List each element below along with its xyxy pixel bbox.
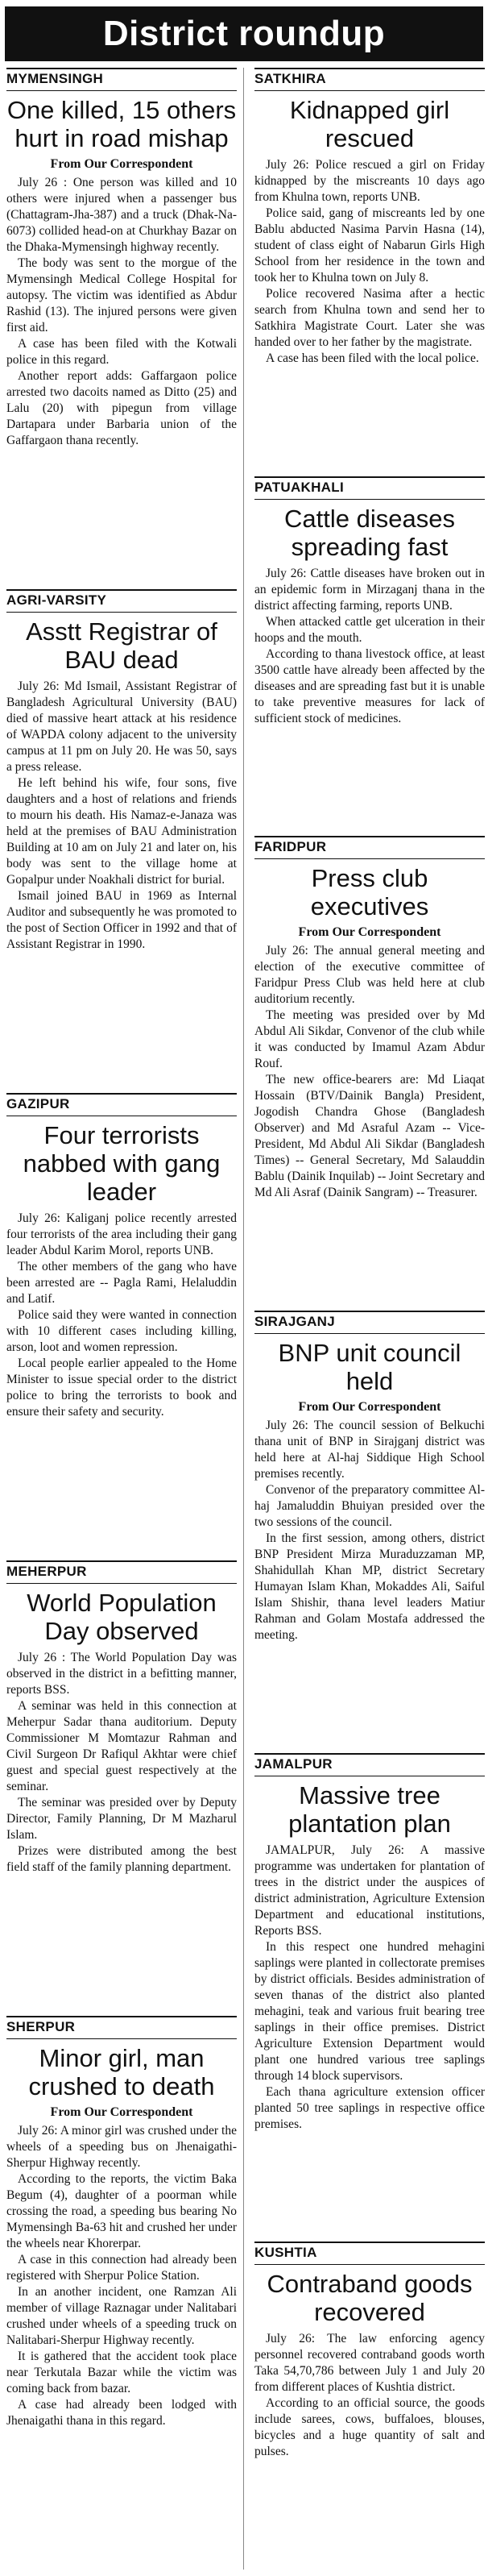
article-paragraph: July 26: The annual general meeting and election of the executive committee of Faridpur Press Club was held here at club auditorium recently. (254, 944, 485, 1007)
article (254, 68, 485, 367)
article-headline: Massive tree plantation plan (288, 1780, 451, 1838)
article-paragraph: According to the reports, the victim Baka Begum (4), daughter of a poorman while crossing the road, a speeding bus bearing No Mymensingh Ba-63 hit and crushed her under the wheels near Khorerpar. (6, 2172, 237, 2250)
article-paragraph: July 26: Cattle diseases have broken out in an epidemic form in Mirzaganj thana in the district affecting farming, reports UNB. (254, 566, 485, 613)
article-paragraph: A case in this connection had already been registered with Sherpur Police Station. (6, 2253, 237, 2283)
article-byline: From Our Correspondent (50, 2105, 193, 2119)
article-paragraph: The meeting was presided over by Md Abdul Ali Sikdar, Convenor of the club while it was conducted by Imamul Azam Abdur Rouf. (254, 1008, 485, 1071)
article-body (254, 1418, 485, 1643)
section-tag: KUSHTIA (254, 2242, 485, 2265)
article-body (254, 1843, 485, 2133)
article-headline: Minor girl, man crushed to death (28, 2044, 215, 2100)
article-paragraph: The new office-bearers are: Md Liaqat Hossain (BTV/Dainik Bangla) President, Jogodish Chandra Ghose (Bangladesh Observer) and Md Asraful Azam -- Vice-President, Md Abdul Ali Sikdar (Bangladesh Times) -- General Secretary, Md Salauddin Bablu (Dainik Inquilab) -- Joint Secretary and Md Ali Asraf (Dainik Sangram) -- Treasurer. (254, 1073, 485, 1200)
article-paragraph: When attacked cattle get ulceration in their hoops and the mouth. (254, 614, 485, 645)
left-column (6, 68, 237, 2570)
article-body (6, 1211, 237, 1420)
article (254, 476, 485, 727)
section-tag: PATUAKHALI (254, 476, 485, 500)
article-paragraph: Ismail joined BAU in 1969 as Internal Auditor and subsequently he was promoted to the post of Section Officer in 1992 and that of Assistant Registrar in 1990. (6, 889, 237, 951)
section-tag: FARIDPUR (254, 836, 485, 859)
article-paragraph: Prizes were distributed among the best field staff of the family planning department. (6, 1844, 237, 1874)
article (254, 2242, 485, 2460)
article-paragraph: According to an official source, the goods include sarees, cows, buffaloes, blouses, bicycles and a huge quantity of salt and pulses. (254, 2396, 485, 2459)
article-paragraph: A seminar was held in this connection at Meherpur Sadar thana auditorium. Deputy Commissioner M Momtazur Rahman and Civil Surgeon Dr Rafiqul Akhtar were chief guest and special guest respectively at the seminar. (6, 1699, 237, 1793)
article-body (254, 157, 485, 367)
article-headline: Contraband goods recovered (267, 2270, 473, 2327)
article-body (254, 2331, 485, 2460)
article-body (6, 1650, 237, 1876)
article (254, 1311, 485, 1643)
article-paragraph: July 26: A minor girl was crushed under the wheels of a speeding bus on Jhenaigathi-Sherpur Highway recently. (6, 2124, 237, 2170)
article-paragraph: In the first session, among others, district BNP President Mirza Muraduzzaman MP, Shahidullah Khan MP, district Secretary Humayan Islam Khan, Mokaddes Ali, Saiful Islam Shishir, thana level leaders Matiur Rahman and Golam Mostafa addressed the meeting. (254, 1531, 485, 1642)
article-headline: Asstt Registrar of BAU dead (26, 617, 217, 674)
article (6, 2016, 237, 2429)
article (6, 1560, 237, 1876)
article-paragraph: Each thana agriculture extension officer planted 50 tree saplings in respective office premises. (254, 2084, 485, 2131)
article-paragraph: July 26 : The World Population Day was observed in the district in a befitting manner, reports BSS. (6, 1651, 237, 1697)
article-headline: BNP unit council held (278, 1338, 461, 1395)
section-tag: SHERPUR (6, 2016, 237, 2039)
article-paragraph: The other members of the gang who have been arrested are -- Pagla Rami, Helaluddin and Latif. (6, 1260, 237, 1306)
article-byline: From Our Correspondent (298, 925, 441, 940)
section-tag: JAMALPUR (254, 1753, 485, 1776)
article-headline: Four terrorists nabbed with gang leader (23, 1121, 221, 1206)
article-body (254, 943, 485, 1201)
article-paragraph: July 26: Police rescued a girl on Friday kidnapped by the miscreants 10 days ago from Khulna town, reports UNB. (254, 158, 485, 204)
article-body (6, 175, 237, 449)
article-paragraph: A case has been filed with the local police. (266, 351, 479, 365)
article-body (6, 679, 237, 953)
article-paragraph: According to thana livestock office, at least 3500 cattle have already been affected by the diseases and are spreading fast but it is unable to take preventive measures for lack of sufficient stock of medicines. (254, 646, 485, 725)
article-byline: From Our Correspondent (50, 157, 193, 171)
article (254, 1753, 485, 2133)
section-tag: MYMENSINGH (6, 68, 237, 91)
article-headline: Press club executives (310, 864, 429, 921)
article-paragraph: Police said, gang of miscreants led by one Bablu abducted Nasima Parvin Hasna (14), student of class eight of Nabarun Girls High School from her residence in the town and took her to Khulna town on July 8. (254, 206, 485, 285)
article (6, 68, 237, 449)
article-paragraph: He left behind his wife, four sons, five daughters and a host of relations and friends to mourn his death. His Namaz-e-Janaza was held at the premises of BAU Administration Building at 10 am on July 21 and later on, his body was sent to the village home at Gopalpur under Noakhali district for burial. (6, 776, 237, 887)
article-paragraph: July 26: Kaliganj police recently arrested four terrorists of the area including their gang leader Abdul Karim Morol, reports UNB. (6, 1211, 237, 1257)
article (254, 836, 485, 1201)
article-paragraph: July 26: The law enforcing agency personnel recovered contraband goods worth Taka 54,70,786 between July 1 and July 20 from different places of Kushtia district. (254, 2332, 485, 2395)
article-byline: From Our Correspondent (298, 1399, 441, 1414)
section-tag: MEHERPUR (6, 1560, 237, 1584)
article-paragraph: July 26: The council session of Belkuchi thana unit of BNP in Sirajganj district was held here at Al-haj Siddique High School premises recently. (254, 1418, 485, 1481)
article-paragraph: It is gathered that the accident took place near Terkutala Bazar while the victim was coming back from bazar. (6, 2350, 237, 2395)
article-paragraph: Another report adds: Gaffargaon police arrested two dacoits named as Ditto (25) and Lalu (20) with pipegun from village Dartapara under Barbaria union of the Gaffargaon thana recently. (6, 369, 237, 447)
article (6, 1093, 237, 1420)
right-column (254, 68, 485, 2570)
section-tag: SATKHIRA (254, 68, 485, 91)
article-paragraph: The body was sent to the morgue of the Mymensingh Medical College Hospital for autopsy. The victim was identified as Abdur Rashid (13). The injured persons were given first aid. (6, 256, 237, 334)
section-tag: AGRI-VARSITY (6, 589, 237, 613)
column-divider (243, 68, 244, 2570)
article-body (6, 2123, 237, 2429)
article-paragraph: Local people earlier appealed to the Home Minister to issue special order to the district police to bring the terrorists to book and ensure their safety and security. (6, 1357, 237, 1419)
article-body (254, 566, 485, 727)
article-paragraph: A case had already been lodged with Jhenaigathi thana in this regard. (6, 2398, 237, 2428)
section-tag: GAZIPUR (6, 1093, 237, 1116)
article-headline: Kidnapped girl rescued (289, 96, 450, 152)
article-headline: World Population Day observed (27, 1589, 217, 1645)
article-paragraph: Convenor of the preparatory committee Al-haj Jamaluddin Bhuiyan presided over the two sessions of the council. (254, 1482, 485, 1529)
page-banner: District roundup (5, 6, 483, 61)
article-headline: One killed, 15 others hurt in road mishap (6, 96, 237, 152)
article-paragraph: July 26 : One person was killed and 10 others were injured when a passenger bus (Chattagram-Jha-387) and a truck (Dhak-Na-6073) collided head-on at Churkhay Bazar on the Dhaka-Mymensingh highway recently. (6, 176, 237, 254)
article-paragraph: In an another incident, one Ramzan Ali member of village Raznagar under Nalitabari crushed under wheels of a speeding truck on Nalitabari-Sherpur Highway recently. (6, 2285, 237, 2347)
section-tag: SIRAJGANJ (254, 1311, 485, 1334)
article-paragraph: A case has been filed with the Kotwali police in this regard. (6, 337, 237, 367)
article-paragraph: Police recovered Nasima after a hectic search from Khulna town and send her to Satkhira Magistrate Court. Later she was handed over to her father by the magistrate. (254, 287, 485, 349)
article-headline: Cattle diseases spreading fast (284, 504, 455, 561)
article-paragraph: JAMALPUR, July 26: A massive programme was undertaken for plantation of trees in the district under the auspices of district administration, Agriculture Extension Department and educational institutions, Reports BSS. (254, 1843, 485, 1938)
article-paragraph: Police said they were wanted in connection with 10 different cases including killing, arson, loot and women repression. (6, 1308, 237, 1354)
article-paragraph: In this respect one hundred mehagini saplings were planted in collectorate premises by district officials. Besides administration of seven thanas of the district also planted mehagini, teak and various fruit bearing tree saplings in their office premises. District Agriculture Extension Department would plant one hundred various tree saplings through 14 block supervisors. (254, 1939, 485, 2083)
article (6, 589, 237, 953)
article-paragraph: July 26: Md Ismail, Assistant Registrar of Bangladesh Agricultural University (BAU) died of massive heart attack at his residence of WAPDA colony adjacent to the university campus at 11 pm on July 20. He was 50, says a press release. (6, 679, 237, 774)
article-paragraph: The seminar was presided over by Deputy Director, Family Planning, Dr M Mazharul Islam. (6, 1796, 237, 1842)
